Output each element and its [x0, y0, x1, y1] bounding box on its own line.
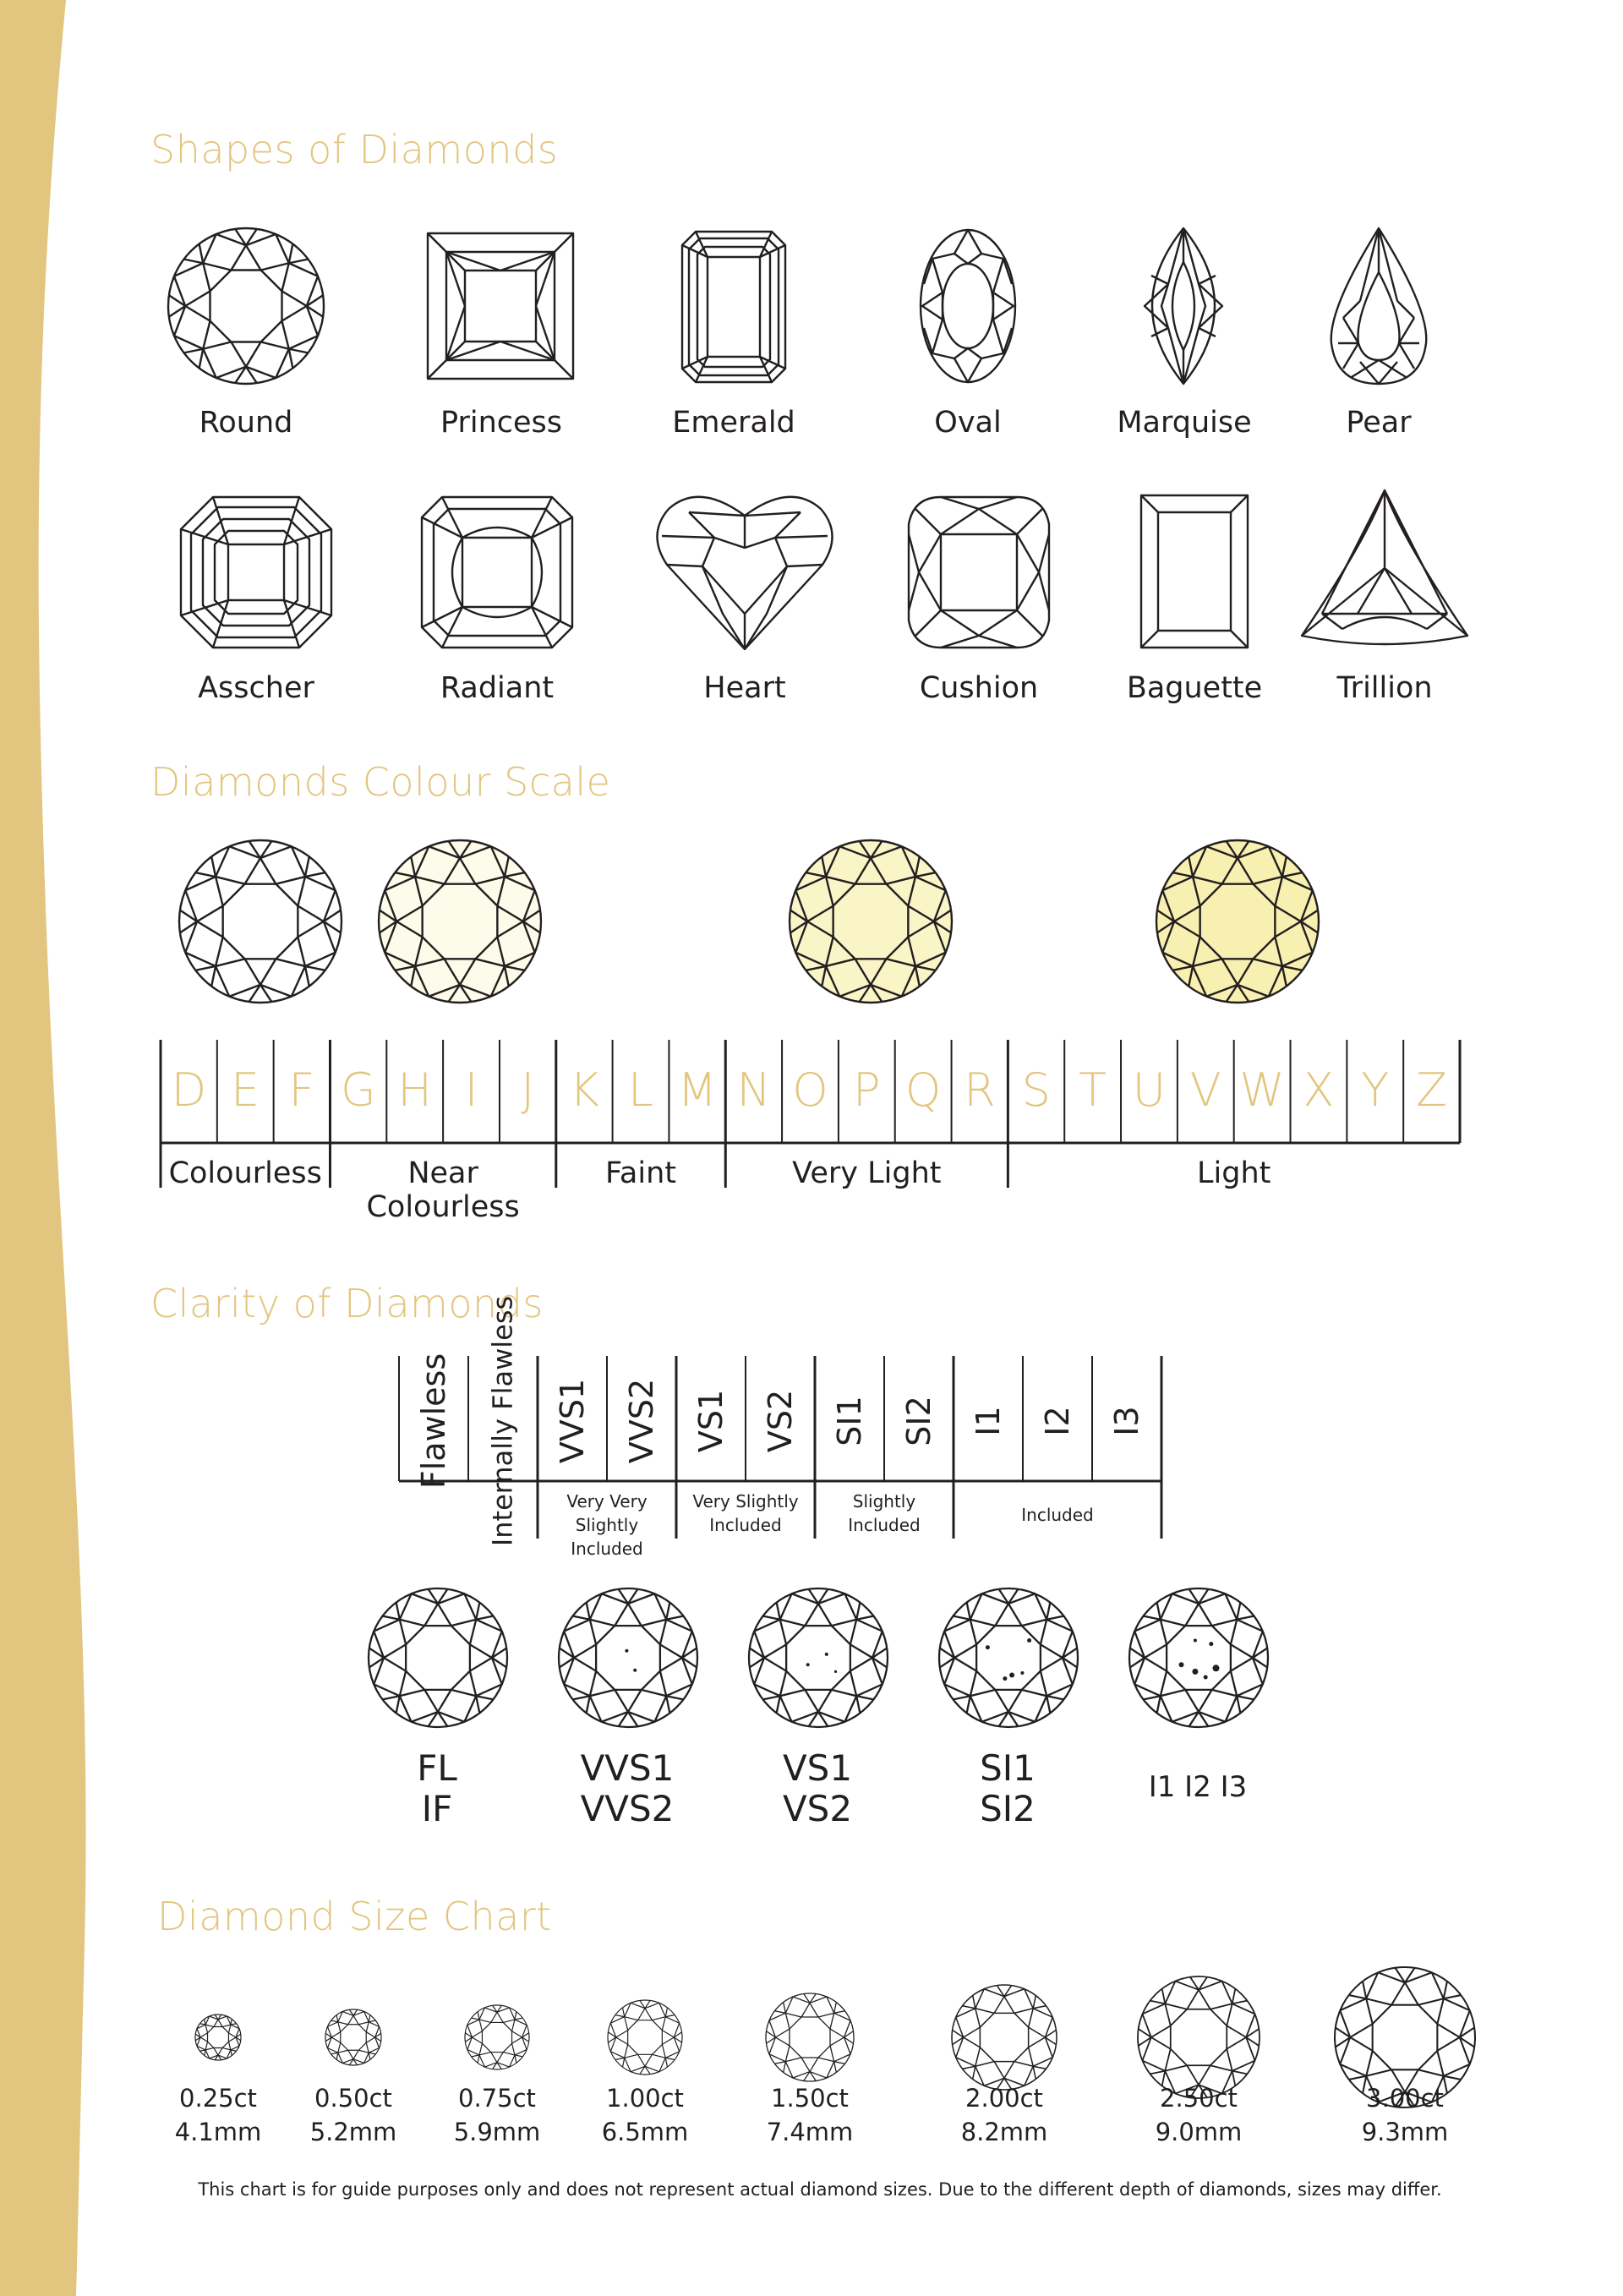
colour-grade-j: J	[521, 1063, 535, 1117]
clarity-grade-vvs1: VVS1	[554, 1378, 591, 1464]
clarity-grade-vs2: VS2	[762, 1389, 799, 1453]
colour-group-label: Colourless	[168, 1156, 322, 1190]
carat-value: 2.00ct	[965, 2084, 1043, 2113]
mm-value: 5.9mm	[453, 2118, 541, 2146]
shape-label: Round	[199, 406, 293, 440]
carat-value: 1.50ct	[771, 2084, 849, 2113]
shape-label: Oval	[934, 406, 1002, 440]
carat-value: 0.50ct	[314, 2084, 392, 2113]
size-chart-title: Diamond Size Chart	[157, 1894, 552, 1939]
clarity-code-label: FL IF	[417, 1747, 457, 1829]
clarity-group-label: Very Very Slightly Included	[566, 1491, 648, 1559]
size-label	[1320, 2081, 1489, 2149]
clarity-code-label: SI1 SI2	[980, 1747, 1036, 1829]
colour-grade-r: R	[964, 1063, 996, 1117]
colour-grade-m: M	[677, 1063, 718, 1117]
size-sample-diamond-icon	[192, 2011, 244, 2067]
clarity-grade-vvs2: VVS2	[623, 1378, 660, 1464]
shape-label: Princess	[440, 406, 563, 440]
colour-grade-z: Z	[1416, 1063, 1448, 1117]
mm-value: 9.0mm	[1155, 2118, 1243, 2146]
clarity-grade-i3: I3	[1108, 1406, 1145, 1436]
shape-label: Emerald	[672, 406, 795, 440]
carat-value: 2.50ct	[1160, 2084, 1238, 2113]
clarity-group-label: Slightly Included	[848, 1491, 921, 1535]
shape-label: Marquise	[1117, 406, 1252, 440]
colour-group-label: Faint	[605, 1156, 677, 1190]
carat-value: 1.00ct	[606, 2084, 684, 2113]
colour-grade-f: F	[288, 1063, 315, 1117]
colour-grade-v: V	[1189, 1063, 1221, 1117]
shape-label: Radiant	[440, 671, 555, 705]
clarity-group-label: Included	[1021, 1505, 1094, 1525]
clarity-group-label: Very Slightly Included	[692, 1491, 799, 1535]
mm-value: 9.3mm	[1361, 2118, 1449, 2146]
colour-grade-w: W	[1239, 1063, 1285, 1117]
carat-value: 3.00ct	[1366, 2084, 1444, 2113]
colour-grade-e: E	[231, 1063, 260, 1117]
size-sample-diamond-icon	[762, 1990, 857, 2088]
colour-scale-title: Diamonds Colour Scale	[150, 759, 611, 805]
size-label	[920, 2081, 1089, 2149]
clarity-grade-vs1: VS1	[692, 1389, 730, 1453]
mm-value: 7.4mm	[766, 2118, 854, 2146]
clarity-code-label: I1 I2 I3	[1148, 1770, 1248, 1804]
clarity-code-label: VS1 VS2	[782, 1747, 853, 1829]
colour-grade-l: L	[627, 1063, 654, 1117]
clarity-grade-si1: SI1	[831, 1396, 868, 1446]
clarity-grade-flawless: Flawless	[415, 1353, 452, 1490]
shape-label: Pear	[1346, 406, 1412, 440]
disclaimer: This chart is for guide purposes only and does not represent actual diamond sizes. Due to the different depth of diamonds, sizes may differ.	[198, 2179, 1442, 2200]
colour-grade-h: H	[397, 1063, 432, 1117]
shape-label: Baguette	[1126, 671, 1263, 705]
carat-value: 0.75ct	[458, 2084, 536, 2113]
size-sample-diamond-icon	[948, 1982, 1060, 2096]
clarity-grade-i2: I2	[1039, 1406, 1076, 1436]
size-label	[560, 2081, 730, 2149]
colour-grade-d: D	[171, 1063, 207, 1117]
colour-grade-i: I	[464, 1063, 478, 1117]
clarity-sample-diamond-icon	[365, 1585, 511, 1734]
size-label	[1114, 2081, 1283, 2149]
mm-value: 4.1mm	[174, 2118, 262, 2146]
carat-value: 0.25ct	[179, 2084, 257, 2113]
colour-grade-n: N	[736, 1063, 771, 1117]
colour-group-label: Very Light	[792, 1156, 942, 1190]
colour-grade-p: P	[853, 1063, 881, 1117]
clarity-sample-diamond-icon	[555, 1585, 701, 1734]
colour-grade-g: G	[340, 1063, 376, 1117]
colour-grade-u: U	[1132, 1063, 1167, 1117]
size-label	[413, 2081, 582, 2149]
size-sample-diamond-icon	[462, 2002, 533, 2076]
colour-group-label: Near Colourless	[366, 1156, 520, 1224]
colour-grade-k: K	[569, 1063, 599, 1117]
clarity-sample-diamond-icon	[746, 1585, 891, 1734]
size-label	[725, 2081, 894, 2149]
size-sample-diamond-icon	[322, 2006, 385, 2072]
clarity-code-label: VVS1 VVS2	[580, 1747, 675, 1829]
mm-value: 6.5mm	[601, 2118, 689, 2146]
clarity-grade-i1: I1	[970, 1406, 1007, 1436]
colour-grade-y: Y	[1361, 1063, 1390, 1117]
shape-label: Cushion	[919, 671, 1039, 705]
clarity-grade-si2: SI2	[900, 1396, 937, 1446]
colour-grade-s: S	[1021, 1063, 1051, 1117]
colour-group-label: Light	[1197, 1156, 1271, 1190]
clarity-sample-diamond-icon	[936, 1585, 1081, 1734]
clarity-grade-internally-flawless: Internally Flawless	[486, 1295, 519, 1547]
shape-label: Heart	[703, 671, 786, 705]
clarity-title: Clarity of Diamonds	[150, 1281, 544, 1326]
shape-label: Asscher	[198, 671, 314, 705]
shapes-title: Shapes of Diamonds	[150, 127, 559, 172]
colour-grade-o: O	[792, 1063, 828, 1117]
clarity-sample-diamond-icon	[1126, 1585, 1271, 1734]
shape-label: Trillion	[1336, 671, 1433, 705]
size-sample-diamond-icon	[604, 1997, 686, 2081]
colour-grade-x: X	[1303, 1063, 1335, 1117]
colour-grade-t: T	[1079, 1063, 1107, 1117]
mm-value: 8.2mm	[960, 2118, 1048, 2146]
colour-grade-q: Q	[904, 1063, 942, 1117]
mm-value: 5.2mm	[309, 2118, 397, 2146]
